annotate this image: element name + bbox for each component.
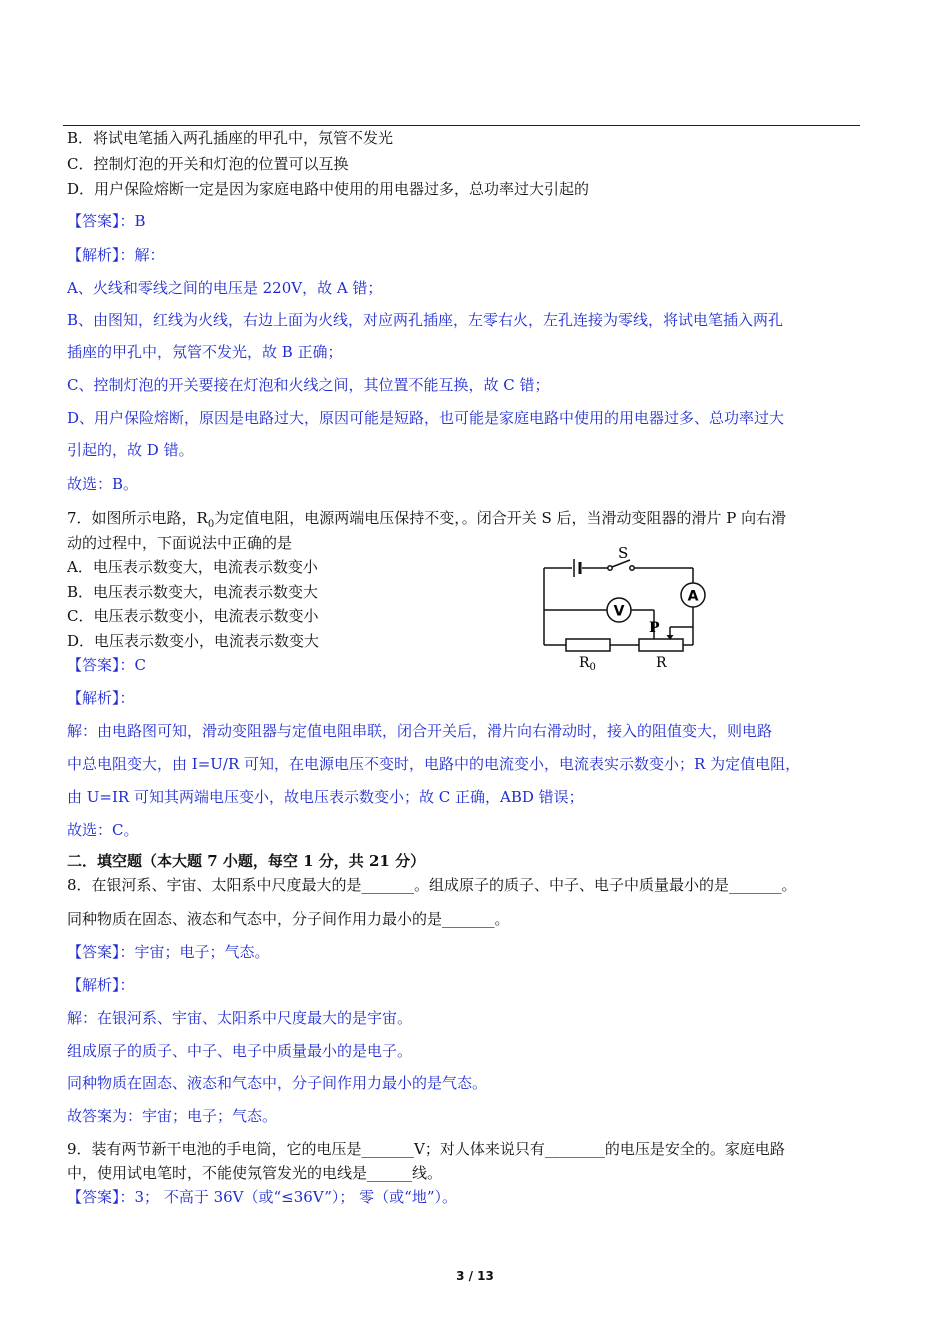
answer-value: ：C [119, 656, 146, 674]
q6-option-b: B．将试电笔插入两孔插座的甲孔中，氖管不发光 [67, 129, 394, 147]
q7-stem-line2: 动的过程中，下面说法中正确的是 [67, 534, 293, 552]
q7-answer [67, 655, 146, 675]
q6-analysis-line: B、由图知，红线为火线，右边上面为火线，对应两孔插座，左零右火，左孔连接为零线，将试电笔插入两孔 [67, 311, 784, 329]
analysis-label: 【解析】 [67, 246, 120, 264]
q6-option-d: D．用户保险熔断一定是因为家庭电路中使用的用电器过多，总功率过大引起的 [67, 180, 590, 198]
q6-analysis-line: D、用户保险熔断，原因是电路过大，原因可能是短路，也可能是家庭电路中使用的用电器过多、总功率过大 [67, 409, 785, 427]
q9-stem-line2: 中，使用试电笔时，不能使氖管发光的电线是______线。 [67, 1164, 443, 1182]
analysis-colon: ： [119, 689, 135, 707]
fixed-resistor-icon [566, 639, 610, 651]
analysis-colon: ： [119, 976, 135, 994]
q8-analysis-heading [67, 975, 135, 995]
answer-label: 【答案】 [67, 212, 120, 230]
answer-value: ：B [119, 212, 146, 230]
q6-analysis-line: C、控制灯泡的开关要接在灯泡和火线之间，其位置不能互换，故 C 错； [67, 376, 550, 394]
analysis-label: 【解析】 [67, 689, 120, 707]
voltmeter-label: V [613, 603, 625, 620]
q7-stem-subscript: 0 [207, 519, 215, 530]
answer-label: 【答案】 [67, 943, 120, 961]
q7-stem-part: 7．如图所示电路，R [67, 509, 208, 527]
header-rule [63, 125, 860, 126]
q7-option-b: B．电压表示数变大，电流表示数变大 [67, 583, 319, 601]
battery-icon [574, 559, 580, 577]
answer-label: 【答案】 [67, 1188, 120, 1206]
q6-analysis-line: 插座的甲孔中，氖管不发光，故 B 正确； [67, 343, 343, 361]
q6-answer [67, 211, 146, 231]
answer-value: ：3； 不高于 36V（或“≤36V”）； 零（或“地”）。 [119, 1188, 457, 1206]
q7-option-c: C．电压表示数变小，电流表示数变小 [67, 607, 319, 625]
q6-analysis-line: A、火线和零线之间的电压是 220V，故 A 错； [67, 279, 383, 297]
q8-analysis-line: 组成原子的质子、中子、电子中质量最小的是电子。 [67, 1042, 413, 1060]
rheostat-label: R [656, 655, 667, 670]
q7-analysis-line: 解：由电路图可知，滑动变阻器与定值电阻串联，闭合开关后，滑片向右滑动时，接入的阻值变大，则电路 [67, 722, 773, 740]
q8-stem-line2: 同种物质在固态、液态和气态中，分子间作用力最小的是_______。 [67, 910, 510, 928]
analysis-colon: ：解： [119, 246, 165, 264]
analysis-label: 【解析】 [67, 976, 120, 994]
ammeter-icon [681, 583, 705, 607]
q8-analysis-line: 同种物质在固态、液态和气态中，分子间作用力最小的是气态。 [67, 1074, 488, 1092]
page-number: 3 / 13 [456, 1269, 494, 1283]
answer-value: ：宇宙；电子；气态。 [119, 943, 270, 961]
switch-label: S [618, 544, 629, 562]
q6-conclusion: 故选：B。 [67, 475, 139, 493]
q8-stem-line1: 8．在银河系、宇宙、太阳系中尺度最大的是_______。组成原子的质子、中子、电子中质量最小的是_______。 [67, 876, 797, 894]
q6-analysis-heading [67, 245, 165, 265]
fixed-resistor-label: $R_0$ [579, 655, 596, 670]
q7-stem-part: 为定值电阻，电源两端电压保持不变，。闭合开关 S 后，当滑动变阻器的滑片 P 向右滑 [214, 509, 787, 527]
q8-analysis-line: 解：在银河系、宇宙、太阳系中尺度最大的是宇宙。 [67, 1009, 413, 1027]
voltmeter-icon [607, 598, 631, 622]
slider-label: P [649, 620, 660, 636]
q8-conclusion: 故答案为：宇宙；电子；气态。 [67, 1107, 278, 1125]
q8-answer [67, 942, 270, 962]
q7-stem-line1 [67, 508, 786, 535]
q7-analysis-line: 由 U=IR 可知其两端电压变小，故电压表示数变小；故 C 正确，ABD 错误； [67, 788, 584, 806]
section-title: 二．填空题（本大题 7 小题，每空 1 分，共 21 分） [67, 852, 426, 870]
q9-answer [67, 1187, 457, 1207]
q9-stem-line1: 9．装有两节新干电池的手电筒，它的电压是_______V；对人体来说只有________的电压是安全的。家庭电路 [67, 1140, 785, 1158]
q7-analysis-line: 中总电阻变大，由 I=U/R 可知，在电源电压不变时，电路中的电流变小，电流表实示数变小；R 为定值电阻， [67, 755, 801, 773]
rheostat-icon [639, 639, 683, 651]
ammeter-label: A [687, 588, 699, 605]
circuit-diagram [538, 540, 718, 670]
q7-conclusion: 故选：C。 [67, 821, 139, 839]
q7-analysis-heading [67, 688, 135, 708]
answer-label: 【答案】 [67, 656, 120, 674]
q7-option-a: A．电压表示数变大，电流表示数变小 [67, 558, 318, 576]
q6-option-c: C．控制灯泡的开关和灯泡的位置可以互换 [67, 155, 349, 173]
q7-option-d: D．电压表示数变小，电流表示数变大 [67, 632, 320, 650]
q6-analysis-line: 引起的，故 D 错。 [67, 441, 194, 459]
